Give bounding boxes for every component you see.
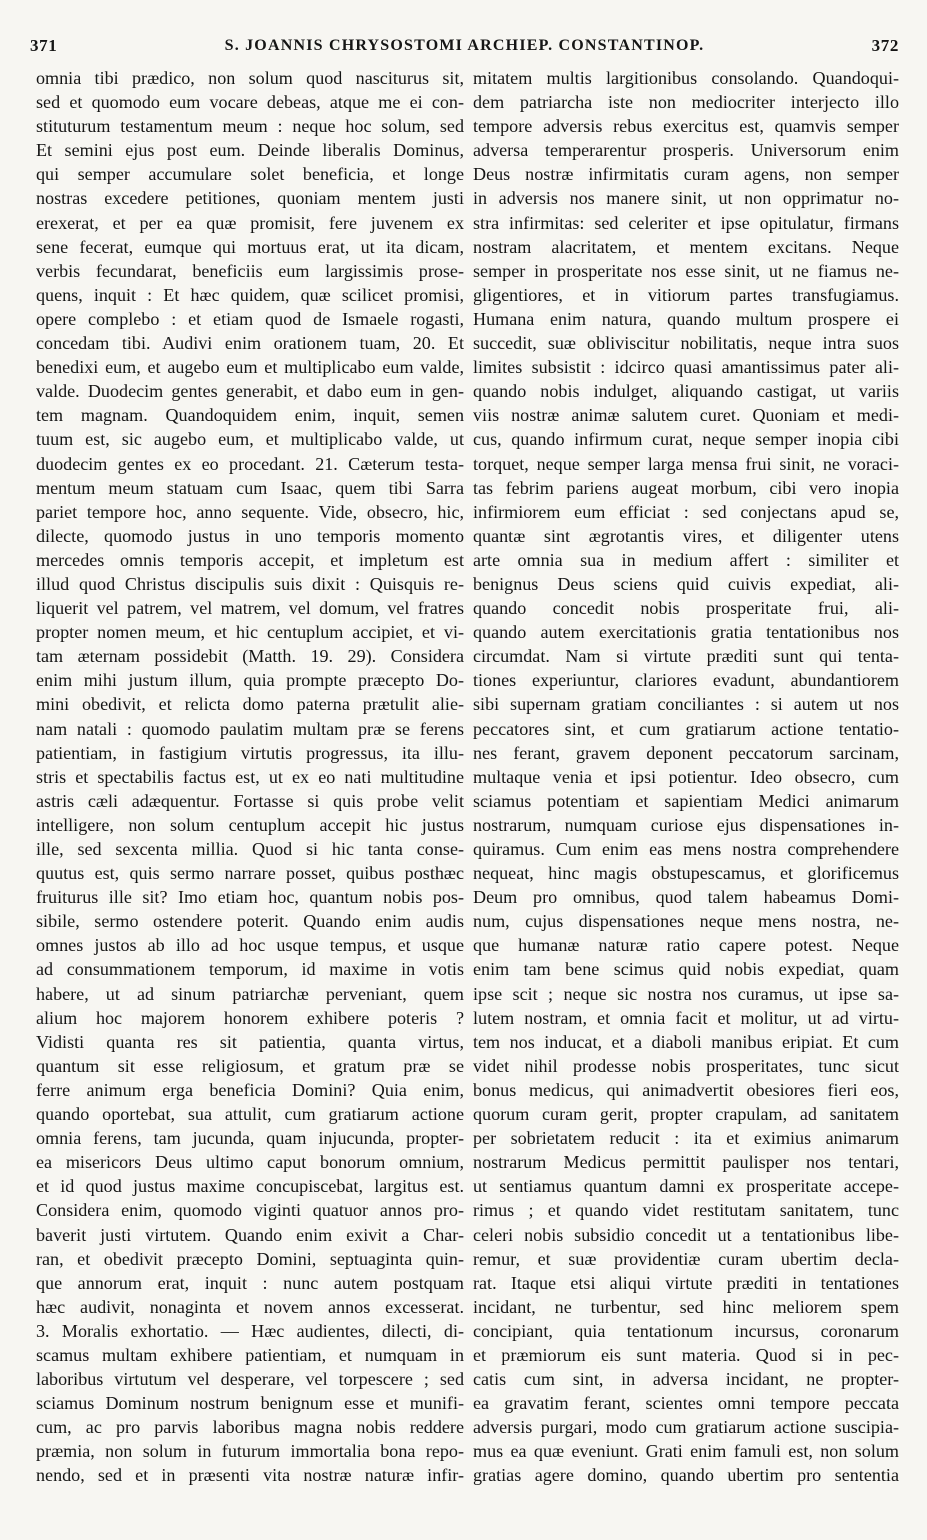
text-line: ran, et obedivit præcepto Domini, septuaginta quin- xyxy=(36,1248,464,1269)
text-line: remur, et suæ providentiæ curam ubertim decla- xyxy=(473,1248,899,1269)
text-line: dem patriarcha iste non mediocriter interjecto illo xyxy=(473,92,899,113)
text-line: mentum meum statuam cum Isaac, quem tibi Sarra xyxy=(36,477,464,498)
text-line: num, cujus dispensationes neque mens nostra, ne- xyxy=(473,911,899,932)
text-line: nendo, sed et in præsenti vita nostræ naturæ infir- xyxy=(36,1465,464,1486)
text-line: adversis purgari, modo cum gratiarum actione suscipia- xyxy=(473,1417,899,1438)
text-line: et præmiorum eis sunt materia. Quod si in pec- xyxy=(473,1344,899,1365)
text-line: tem nos inducat, et a diaboli manibus eripiat. Et cum xyxy=(473,1031,899,1052)
text-line: in adversis nos manere sinit, ut non opprimatur no- xyxy=(473,188,899,209)
text-line: habere, ut ad sinum patriarchæ perveniant, quem xyxy=(36,983,464,1004)
text-line: videt nihil prodesse nobis prosperitates, tunc sicut xyxy=(473,1055,899,1076)
text-line: quando nobis indulget, aliquando castigat, ut variis xyxy=(473,381,899,402)
text-line: duodecim gentes ex eo procedant. 21. Cæterum testa- xyxy=(36,453,464,474)
text-line: sene fecerat, eumque qui mortuus erat, ut ita dicam, xyxy=(36,236,464,257)
text-line: ea gravatim ferant, scientes omni tempore peccata xyxy=(473,1393,899,1414)
text-line: hæc audivit, nonaginta et novem annos excesserat. xyxy=(36,1296,464,1317)
page-number-right: 372 xyxy=(871,36,899,55)
text-line: laboribus virtutum vel desperare, vel torpescere ; sed xyxy=(36,1369,464,1390)
text-line: tam æternam possidebit (Matth. 19. 29). Considera xyxy=(36,646,464,667)
text-line: succedit, suæ obliviscitur nobilitatis, neque intra suos xyxy=(473,333,899,354)
text-line: et id quod justus maxime concupiscebat, largitus est. xyxy=(36,1176,464,1197)
text-line: nes ferant, gravem deponent peccatorum sarcinam, xyxy=(473,742,899,763)
text-line: omnia ferens, tam jucunda, quam injucunda, propter- xyxy=(36,1128,464,1149)
text-line: cus, quando infirmum curat, neque semper inopia cibi xyxy=(473,429,899,450)
text-line: sciamus potentiam et sapientiam Medici animarum xyxy=(473,790,899,811)
text-line: ferre animum erga beneficia Domini? Quia enim, xyxy=(36,1079,464,1100)
text-line: torquet, neque semper larga mensa frui sinit, ne voraci- xyxy=(473,453,899,474)
text-line: nostras excedere petitiones, quoniam mentem justi xyxy=(36,188,464,209)
text-line: catis cum sint, in adversa incidant, ne propter- xyxy=(473,1369,899,1390)
text-line: mercedes omnis temporis accepit, et impletum est xyxy=(36,549,464,570)
text-line: quando autem exercitationis gratia tentationibus nos xyxy=(473,622,899,643)
text-line: celeri nobis subsidio concedit ut a tentationibus libe- xyxy=(473,1224,899,1245)
text-line: mus ea quæ eveniunt. Grati enim famuli est, non solum xyxy=(473,1441,899,1462)
text-line: sibile, sermo ostendere poterit. Quando enim audis xyxy=(36,911,464,932)
text-line: propter nomen meum, et hic centuplum accipiet, et vi- xyxy=(36,622,464,643)
text-line: Et semini ejus post eum. Deinde liberalis Dominus, xyxy=(36,140,464,161)
text-line: multaque venia et ipsi potientur. Ideo obsecro, cum xyxy=(473,766,899,787)
text-line: benedixi eum, et augebo eum et multiplicabo eum valde, xyxy=(36,357,464,378)
text-line: tiones experiuntur, clariores evadunt, abundantiorem xyxy=(473,670,899,691)
text-line: ille, sed sexcenta millia. Quod si hic tanta conse- xyxy=(36,839,464,859)
text-line: sibi supernam gratiam conciliantes : si autem ut nos xyxy=(473,694,899,715)
text-line: semper in prosperitate nos esse sinit, ut ne fiamus ne- xyxy=(473,260,899,281)
text-line: sed et quomodo eum vocare debeas, atque me ei con- xyxy=(36,92,464,113)
text-line: alium hoc majorem honorem exhibere poteris ? xyxy=(36,1007,464,1028)
text-line: tempore adversis rebus exercitus est, quamvis semper xyxy=(473,116,899,137)
text-line: 3. Moralis exhortatio. — Hæc audientes, dilecti, di- xyxy=(36,1320,464,1341)
text-line: verbis fecundarat, beneficiis eum largissimis prose- xyxy=(36,260,464,281)
text-line: nostrarum Medicus permittit paulisper nos tentari, xyxy=(473,1152,899,1173)
text-line: omnia tibi prædico, non solum quod nasciturus sit, xyxy=(36,68,464,88)
text-line: arte omnia sua in medium affert : similiter et xyxy=(473,549,899,570)
text-line: præmia, non solum in futurum immortalia bona repo- xyxy=(36,1441,464,1462)
text-line: qui semper accumulare solet beneficia, et longe xyxy=(36,164,464,185)
text-line: Considera enim, quomodo viginti quatuor annos pro- xyxy=(36,1200,464,1221)
text-line: scamus multam exhibere patientiam, et numquam in xyxy=(36,1344,464,1365)
text-line: baverit justi virtutem. Quando enim exivit a Char- xyxy=(36,1224,464,1245)
text-line: fruiturus ille sit? Imo etiam hoc, quantum nobis pos- xyxy=(36,887,464,908)
text-line: quorum curam gerit, propter crapulam, ad sanitatem xyxy=(473,1104,899,1125)
text-line: limites subsistit : idcirco quasi amantissimus pater ali- xyxy=(473,357,899,378)
text-line: stris et spectabilis factus est, ut ex eo nati multitudine xyxy=(36,766,464,787)
text-line: que humanæ naturæ ratio capere potest. Neque xyxy=(473,935,899,956)
text-line: adversa temperarentur prosperis. Universorum enim xyxy=(473,140,899,161)
text-line: gligentiores, et in vitiorum partes transfugiamus. xyxy=(473,284,899,305)
text-line: stra infirmitas: sed celeriter et ipse opitulatur, firmans xyxy=(473,212,899,233)
text-line: quando concedit nobis prosperitate frui, ali- xyxy=(473,598,899,619)
text-line: concedam tibi. Audivi enim orationem tuam, 20. Et xyxy=(36,333,464,354)
text-line: ea misericors Deus ultimo caput bonorum omnium, xyxy=(36,1152,464,1173)
text-line: quiramus. Cum enim eas mens nostra comprehendere xyxy=(473,839,899,859)
text-line: sciamus Dominum nostrum benignum esse et munifi- xyxy=(36,1393,464,1414)
text-line: ut sentiamus quantum damni ex prosperitate accepe- xyxy=(473,1176,899,1197)
text-line: stituturum testamentum meum : neque hoc solum, sed xyxy=(36,116,464,137)
text-line: rat. Itaque etsi aliqui virtute præditi in tentationes xyxy=(473,1272,899,1293)
text-line: quantæ sint ægrotantis vires, et diligenter utens xyxy=(473,525,899,546)
text-line: lutem nostram, et omnia facit et molitur, ut ad virtu- xyxy=(473,1007,899,1028)
text-line: circumdat. Nam si virtute præditi sunt qui tenta- xyxy=(473,646,899,667)
text-line: enim tam bene scimus quid nobis expediat, quam xyxy=(473,959,899,980)
text-line: quutus est, quis sermo narrare posset, quibus posthæc xyxy=(36,863,464,884)
running-header xyxy=(30,33,899,59)
text-line: omnes justos ab illo ad hoc usque tempus, et usque xyxy=(36,935,464,956)
text-line: quens, inquit : Et hæc quidem, quæ scilicet promisi, xyxy=(36,284,464,305)
text-line: infirmiorem eum efficiat : sed conjectans apud se, xyxy=(473,501,899,522)
text-line: astris cæli adæquentur. Fortasse si quis probe velit xyxy=(36,790,464,811)
text-line: ad consummationem temporum, id maxime in votis xyxy=(36,959,464,980)
text-line: concipiant, quia tentationum incursus, coronarum xyxy=(473,1320,899,1341)
text-line: tas febrim pariens augeat morbum, cibi vero inopia xyxy=(473,477,899,498)
text-line: Deum pro omnibus, quod talem habeamus Domi- xyxy=(473,887,899,908)
text-line: enim mihi justum illum, quia prompte præcepto Do- xyxy=(36,670,464,691)
page-number-left: 371 xyxy=(30,36,58,55)
text-line: valde. Duodecim gentes generabit, et dabo eum in gen- xyxy=(36,381,464,402)
text-line: gratias agere domino, quando ubertim pro sententia xyxy=(473,1465,899,1486)
text-line: cum, ac pro parvis laboribus magna nobis reddere xyxy=(36,1417,464,1438)
left-text-column xyxy=(36,66,464,1488)
text-line: Humana enim natura, quando multum prospere ei xyxy=(473,308,899,329)
text-line: incidant, ne turbentur, sed hinc meliorem spem xyxy=(473,1296,899,1317)
text-line: tem magnam. Quandoquidem enim, inquit, semen xyxy=(36,405,464,426)
text-line: Vidisti quanta res sit patientia, quanta virtus, xyxy=(36,1031,464,1052)
text-line: ipse scit ; neque sic nostra nos curamus, ut ipse sa- xyxy=(473,983,899,1004)
text-line: peccatores sint, et cum gratiarum actione tentatio- xyxy=(473,718,899,739)
text-line: erexerat, et per ea quæ promisit, fere juvenem ex xyxy=(36,212,464,233)
text-line: nostram alacritatem, et mentem excitans. Neque xyxy=(473,236,899,257)
text-line: illud quod Christus discipulis suis dixit : Quisquis re- xyxy=(36,573,464,594)
text-line: per sobrietatem reducit : ita et eximius animarum xyxy=(473,1128,899,1149)
text-line: quantum sit esse religiosum, et gratum præ se xyxy=(36,1055,464,1076)
text-line: rimus ; et quando videt restitutam sanitatem, tunc xyxy=(473,1200,899,1221)
text-line: bonus medicus, qui animadvertit obesiores fieri eos, xyxy=(473,1079,899,1100)
text-line: viis nostræ animæ salutem curet. Quoniam et medi- xyxy=(473,405,899,426)
text-line: nequeat, hinc magis obstupescamus, et glorificemus xyxy=(473,863,899,884)
right-text-column xyxy=(473,66,899,1488)
text-line: pariet tempore hoc, anno sequente. Vide, obsecro, hic, xyxy=(36,501,464,522)
text-line: intelligere, non solum centuplum accepit hic justus xyxy=(36,814,464,835)
running-title: S. JOANNIS CHRYSOSTOMI ARCHIEP. CONSTANTINOP. xyxy=(224,37,705,54)
text-line: nam natali : quomodo paulatim multam præ se ferens xyxy=(36,718,464,739)
text-line: nostrarum, numquam curiose ejus dispensationes in- xyxy=(473,814,899,835)
text-line: dilecte, quomodo justus in uno temporis momento xyxy=(36,525,464,546)
text-line: patientiam, in fastigium virtutis progressus, ita illu- xyxy=(36,742,464,763)
text-line: que annorum erat, inquit : nunc autem postquam xyxy=(36,1272,464,1293)
text-line: benignus Deus sciens quid cuivis expediat, ali- xyxy=(473,573,899,594)
text-line: Deus nostræ infirmitatis curam agens, non semper xyxy=(473,164,899,185)
text-line: mitatem multis largitionibus consolando. Quandoqui- xyxy=(473,68,899,88)
text-line: mini obedivit, et relicta domo paterna prætulit alie- xyxy=(36,694,464,715)
text-line: liquerit vel patrem, vel matrem, vel domum, vel fratres xyxy=(36,598,464,619)
text-line: tuum est, sic augebo eum, et multiplicabo valde, ut xyxy=(36,429,464,450)
text-line: opere complebo : et etiam quod de Ismaele rogasti, xyxy=(36,308,464,329)
text-line: quando oportebat, sua attulit, cum gratiarum actione xyxy=(36,1104,464,1125)
